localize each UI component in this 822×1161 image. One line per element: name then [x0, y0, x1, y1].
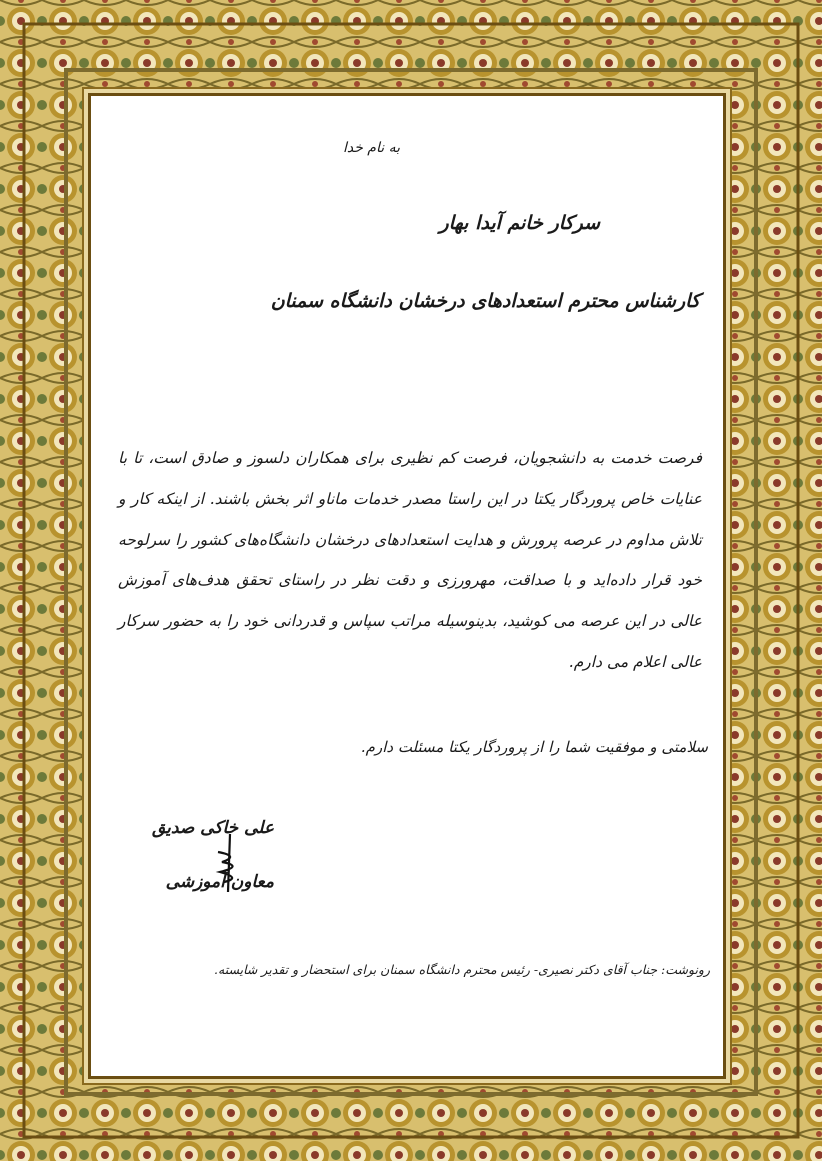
signer-role: معاون آموزشی [165, 872, 274, 892]
closing-line: سلامتی و موفقیت شما را از پروردگار یکتا مسئلت دارم. [360, 738, 708, 756]
signer-name: علی خاکی صدیق [152, 818, 274, 838]
recipient-name: سرکار خانم آیدا بهار [439, 212, 600, 234]
letter-body: فرصت خدمت به دانشجویان، فرصت کم نظیری برای همکاران دلسوز و صادق است، تا با عنایات خاص پروردگار یکتا در این راستا مصدر خدمات ماناو اثر بخش باشند. از اینکه کار و تلاش مداوم در عرصه پرورش و هدایت استعدادهای درخشان دانشگاه‌های کشور را سرلوحه خود قرار داده‌اید و با صداقت، مهرورزی و دقت نظر در راستای تحقق هدف‌های آموزش عالی در این عرصه می کوشید، بدینوسیله مراتب سپاس و قدردانی خود را به حضور سرکار عالی اعلام می دارم. [118, 449, 702, 671]
recipient-title: کارشناس محترم استعدادهای درخشان دانشگاه سمنان [270, 290, 700, 312]
basmala: به نام خدا [342, 140, 400, 156]
carbon-copy-note: رونوشت: جناب آقای دکتر نصیری- رئیس محترم دانشگاه سمنان برای استحضار و تقدیر شایسته. [214, 962, 710, 977]
